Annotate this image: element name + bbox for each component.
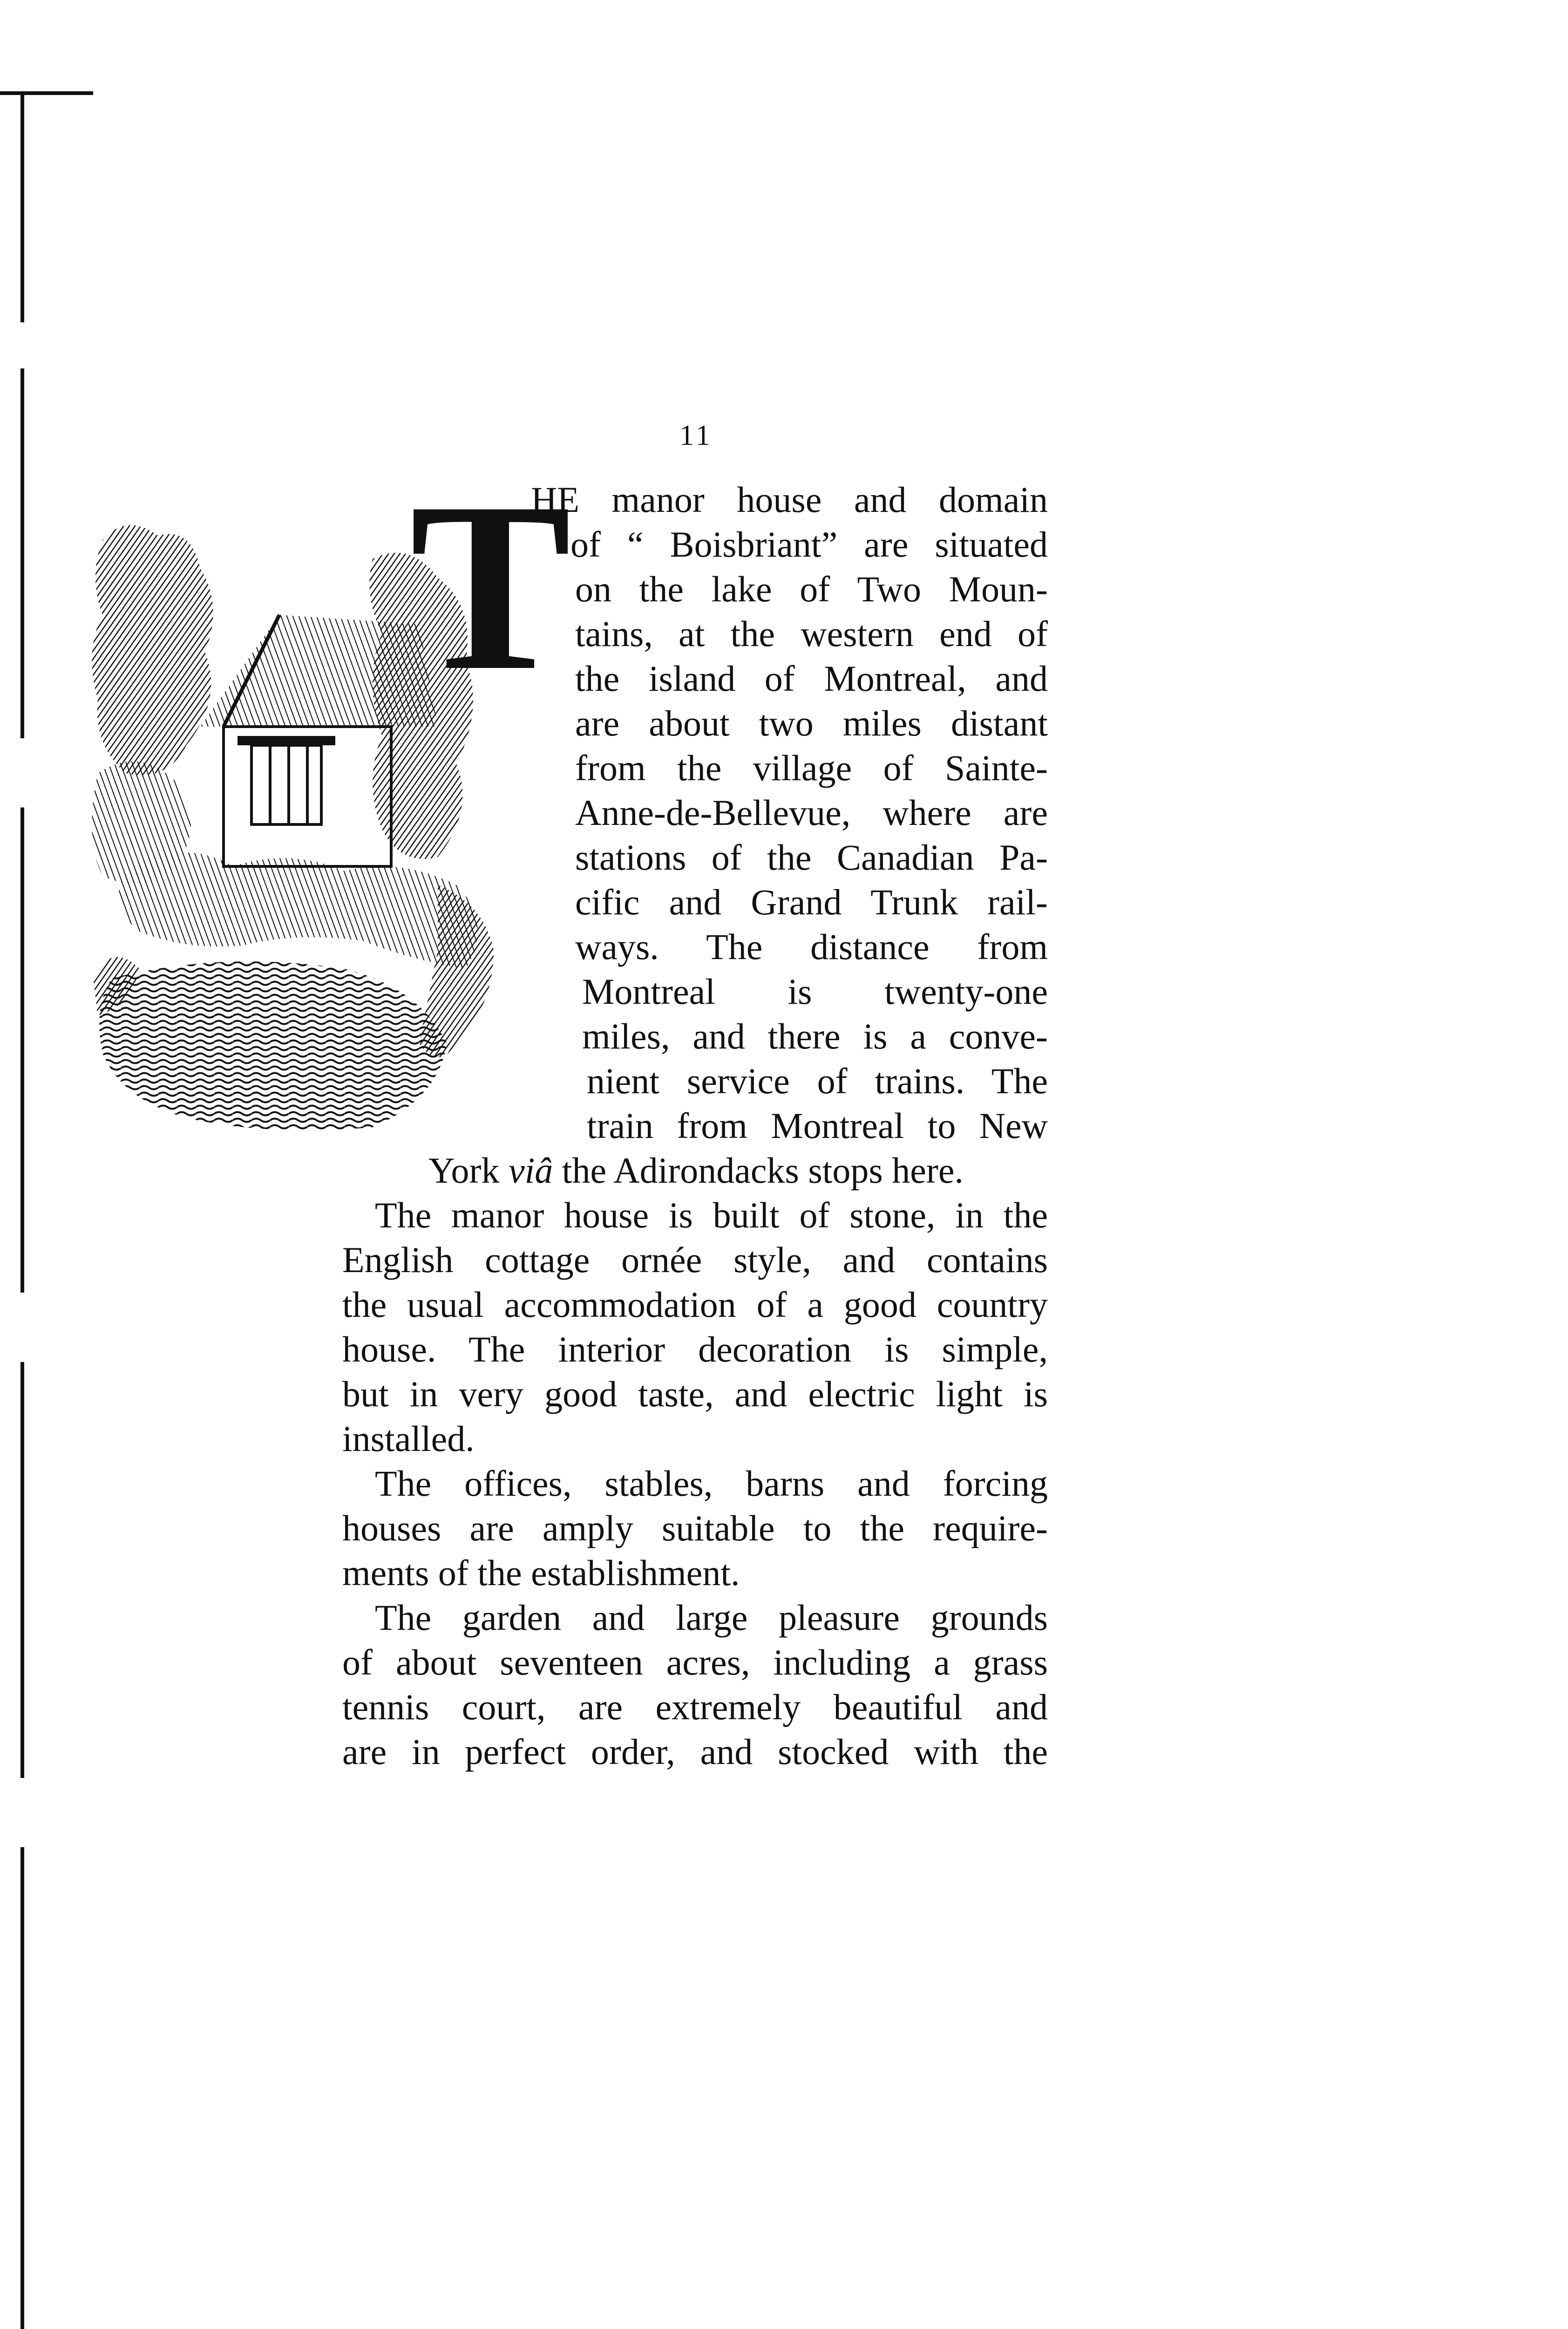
text-line: stations of the Canadian Pa- <box>575 837 1048 878</box>
text-line: on the lake of Two Moun- <box>575 569 1048 609</box>
text-line: The garden and large pleasure grounds <box>375 1597 1048 1638</box>
text-line: tennis court, are extremely beautiful and <box>342 1687 1048 1727</box>
text-line: HE manor house and domain <box>531 479 1048 520</box>
text-line: Anne-de-Bellevue, where are <box>575 792 1048 833</box>
text-line: cific and Grand Trunk rail- <box>575 882 1048 922</box>
text-line: of “ Boisbriant” are situated <box>570 524 1048 565</box>
italic-word: viâ <box>509 1150 553 1191</box>
text-line: English cottage ornée style, and contains <box>342 1239 1048 1280</box>
text-line: ments of the establishment. <box>342 1553 740 1593</box>
text-line: The offices, stables, barns and forcing <box>375 1463 1048 1504</box>
text-line: houses are amply suitable to the require- <box>342 1508 1048 1548</box>
text-line: of about seventeen acres, including a grass <box>342 1642 1048 1682</box>
text-line: The manor house is built of stone, in the <box>375 1195 1048 1235</box>
binding-edge-mark <box>0 91 93 95</box>
binding-edge-line <box>20 91 24 2329</box>
text-line-final <box>428 1148 964 1193</box>
text-fragment: the Adirondacks stops here. <box>553 1150 964 1191</box>
text-line: from the village of Sainte- <box>575 748 1048 788</box>
text-line: nient service of trains. The <box>587 1061 1048 1101</box>
text-line: the island of Montreal, and <box>575 658 1048 699</box>
text-line: house. The interior decoration is simple, <box>342 1329 1048 1369</box>
text-line: the usual accommodation of a good country <box>342 1284 1048 1325</box>
text-line: are in perfect order, and stocked with the <box>342 1731 1048 1772</box>
text-line: are about two miles distant <box>575 703 1048 743</box>
page-number: 11 <box>679 420 713 451</box>
text-fragment: York <box>428 1150 509 1191</box>
text-line: tains, at the western end of <box>575 613 1048 654</box>
drop-cap-letter: T <box>410 453 571 721</box>
text-line: Montreal is twenty-one <box>582 971 1048 1012</box>
text-line: train from Montreal to New <box>587 1105 1048 1146</box>
text-line: ways. The distance from <box>575 926 1048 967</box>
text-line: miles, and there is a conve- <box>582 1016 1048 1056</box>
text-line: installed. <box>342 1418 475 1459</box>
text-line: but in very good taste, and electric light is <box>342 1374 1048 1414</box>
